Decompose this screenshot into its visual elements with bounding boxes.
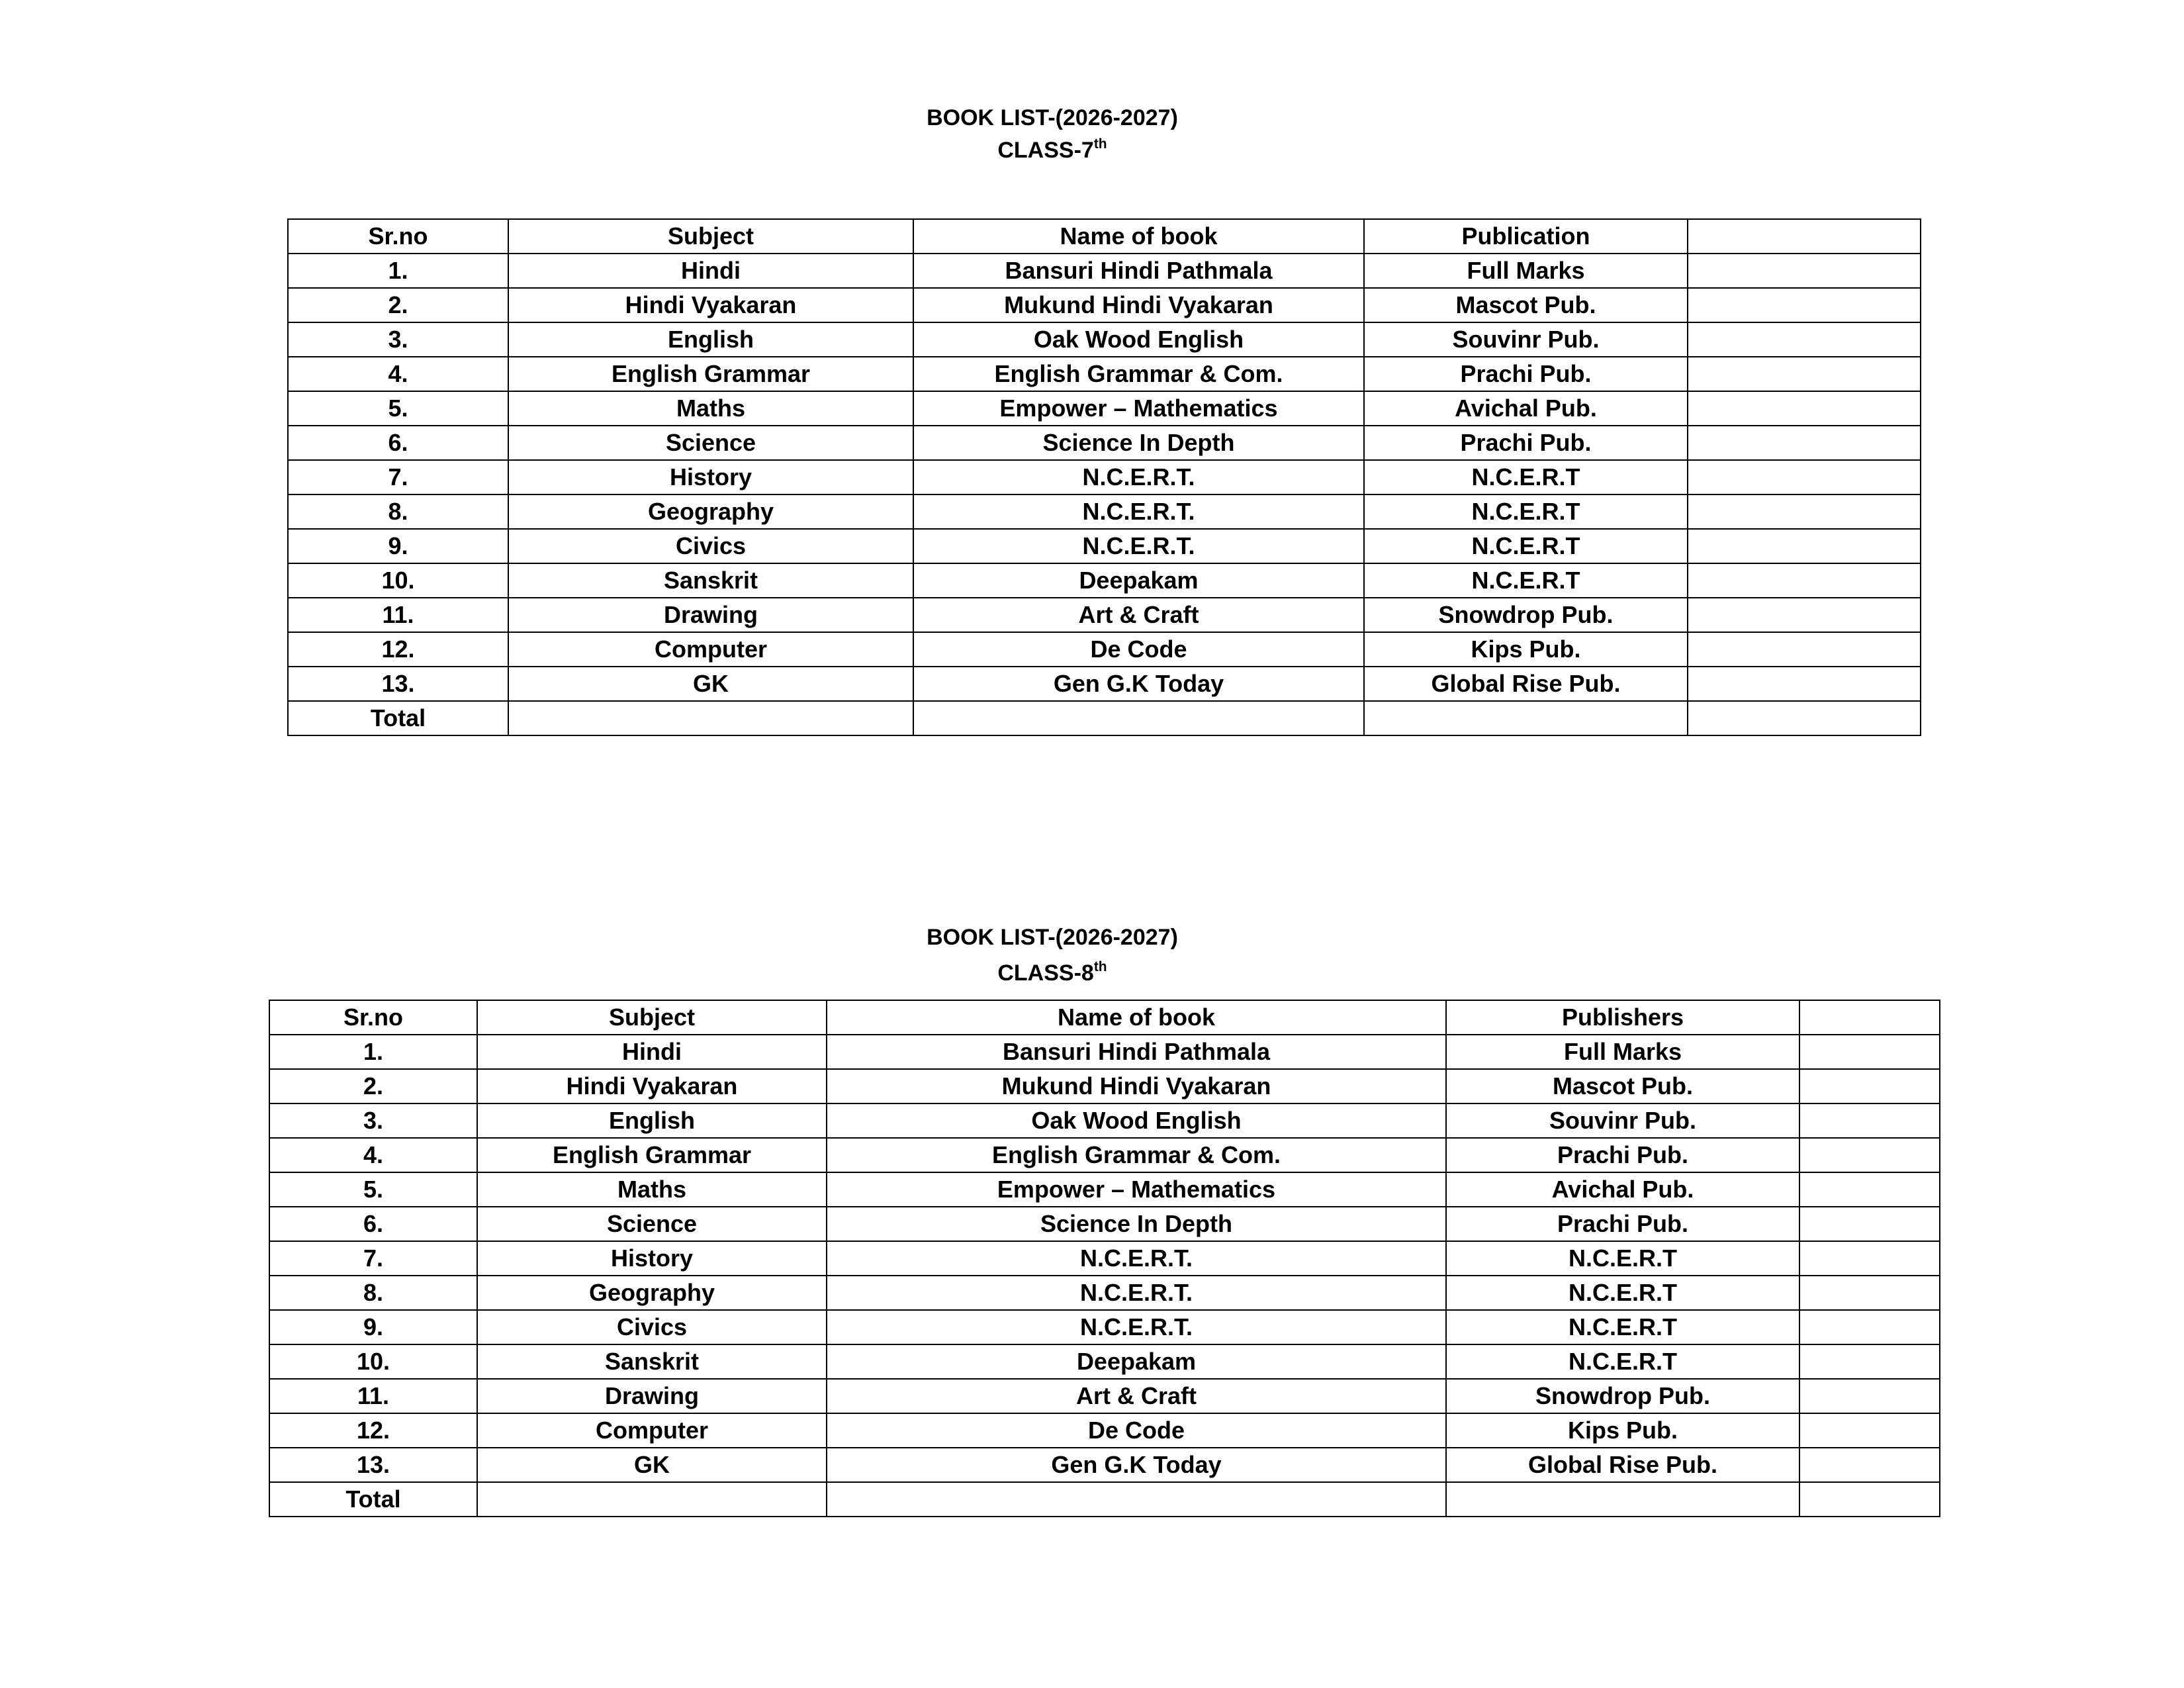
cell-book-name: English Grammar & Com. (913, 357, 1364, 391)
cell-book-name: N.C.E.R.T. (913, 529, 1364, 563)
table-row (269, 1172, 1940, 1207)
table-row (288, 667, 1921, 701)
list-title: BOOK LIST-(2026-2027) (927, 105, 1178, 130)
class-heading (0, 137, 2105, 164)
cell-subject: Civics (477, 1310, 827, 1344)
cell-subject: English (508, 322, 913, 357)
cell-book-name: Mukund Hindi Vyakaran (827, 1069, 1446, 1103)
column-header-book-name: Name of book (913, 219, 1364, 254)
book-table (269, 1000, 1940, 1517)
cell-sr-no: 7. (269, 1241, 477, 1276)
cell-subject: Science (508, 426, 913, 460)
cell-publication: Global Rise Pub. (1364, 667, 1688, 701)
table-header-row (269, 1000, 1940, 1035)
cell-sr-no: 4. (269, 1138, 477, 1172)
cell-extra (1688, 460, 1921, 494)
cell-sr-no: 1. (288, 254, 508, 288)
cell-publication: N.C.E.R.T (1446, 1276, 1799, 1310)
cell-subject: Drawing (508, 598, 913, 632)
cell-publication: Snowdrop Pub. (1446, 1379, 1799, 1413)
cell-extra (1799, 1344, 1940, 1379)
table-row (269, 1344, 1940, 1379)
cell-sr-no: 3. (269, 1103, 477, 1138)
table-row (269, 1138, 1940, 1172)
cell-sr-no: 12. (288, 632, 508, 667)
table-row (288, 391, 1921, 426)
table-row (288, 598, 1921, 632)
cell-publication (1364, 701, 1688, 735)
cell-publication: Full Marks (1364, 254, 1688, 288)
cell-sr-no: 12. (269, 1413, 477, 1448)
cell-extra (1688, 391, 1921, 426)
cell-extra (1799, 1172, 1940, 1207)
column-header-subject: Subject (477, 1000, 827, 1035)
cell-publication: N.C.E.R.T (1364, 460, 1688, 494)
table-row (269, 1103, 1940, 1138)
cell-extra (1799, 1035, 1940, 1069)
cell-book-name: N.C.E.R.T. (827, 1241, 1446, 1276)
cell-book-name: Bansuri Hindi Pathmala (827, 1035, 1446, 1069)
cell-extra (1799, 1103, 1940, 1138)
class-label: CLASS-7 (997, 138, 1094, 163)
cell-book-name: Science In Depth (827, 1207, 1446, 1241)
cell-book-name (913, 701, 1364, 735)
cell-book-name: Bansuri Hindi Pathmala (913, 254, 1364, 288)
cell-publication: Souvinr Pub. (1364, 322, 1688, 357)
cell-book-name: Art & Craft (827, 1379, 1446, 1413)
cell-publication: Kips Pub. (1364, 632, 1688, 667)
cell-sr-no: 11. (288, 598, 508, 632)
cell-sr-no: 10. (288, 563, 508, 598)
column-header-book-name: Name of book (827, 1000, 1446, 1035)
cell-subject: Drawing (477, 1379, 827, 1413)
total-row (269, 1482, 1940, 1517)
cell-subject: Hindi (477, 1035, 827, 1069)
table-row (269, 1241, 1940, 1276)
cell-book-name: Gen G.K Today (913, 667, 1364, 701)
column-header-publication: Publishers (1446, 1000, 1799, 1035)
cell-extra (1799, 1138, 1940, 1172)
cell-extra (1688, 494, 1921, 529)
cell-publication: Mascot Pub. (1364, 288, 1688, 322)
cell-extra (1688, 667, 1921, 701)
cell-subject: English Grammar (477, 1138, 827, 1172)
cell-subject: Computer (508, 632, 913, 667)
table-row (269, 1276, 1940, 1310)
column-header-publication: Publication (1364, 219, 1688, 254)
table-row (288, 288, 1921, 322)
cell-extra (1688, 322, 1921, 357)
cell-sr-no: 5. (288, 391, 508, 426)
cell-book-name: N.C.E.R.T. (827, 1276, 1446, 1310)
cell-sr-no: 2. (288, 288, 508, 322)
cell-sr-no: 1. (269, 1035, 477, 1069)
table-row (288, 426, 1921, 460)
cell-sr-no: 8. (288, 494, 508, 529)
cell-publication: Avichal Pub. (1364, 391, 1688, 426)
book-table (287, 218, 1921, 736)
cell-subject: Geography (508, 494, 913, 529)
cell-subject: Geography (477, 1276, 827, 1310)
column-header-sr-no: Sr.no (269, 1000, 477, 1035)
class-label: CLASS-8 (997, 961, 1094, 986)
cell-publication: Avichal Pub. (1446, 1172, 1799, 1207)
table-row (269, 1448, 1940, 1482)
cell-extra (1688, 426, 1921, 460)
cell-book-name: De Code (913, 632, 1364, 667)
cell-publication: N.C.E.R.T (1446, 1310, 1799, 1344)
cell-subject: Hindi (508, 254, 913, 288)
cell-sr-no: 6. (269, 1207, 477, 1241)
cell-sr-no: Total (288, 701, 508, 735)
cell-extra (1688, 529, 1921, 563)
cell-publication (1446, 1482, 1799, 1517)
cell-publication: Prachi Pub. (1364, 426, 1688, 460)
cell-extra (1799, 1241, 1940, 1276)
table-row (288, 322, 1921, 357)
total-row (288, 701, 1921, 735)
class-heading (0, 960, 2105, 986)
column-header-subject: Subject (508, 219, 913, 254)
cell-publication: N.C.E.R.T (1446, 1241, 1799, 1276)
cell-book-name: Deepakam (827, 1344, 1446, 1379)
cell-book-name: Deepakam (913, 563, 1364, 598)
cell-subject: GK (477, 1448, 827, 1482)
list-title: BOOK LIST-(2026-2027) (927, 925, 1178, 950)
table-row (288, 494, 1921, 529)
cell-publication: Kips Pub. (1446, 1413, 1799, 1448)
cell-extra (1799, 1069, 1940, 1103)
cell-book-name: English Grammar & Com. (827, 1138, 1446, 1172)
cell-extra (1799, 1310, 1940, 1344)
cell-sr-no: 13. (269, 1448, 477, 1482)
cell-book-name: Empower – Mathematics (827, 1172, 1446, 1207)
cell-extra (1688, 254, 1921, 288)
column-header-sr-no: Sr.no (288, 219, 508, 254)
cell-book-name: Oak Wood English (827, 1103, 1446, 1138)
cell-subject: Maths (477, 1172, 827, 1207)
table-row (288, 632, 1921, 667)
table-header-row (288, 219, 1921, 254)
class-suffix: th (1093, 136, 1107, 152)
cell-subject (477, 1482, 827, 1517)
cell-subject (508, 701, 913, 735)
table-row (288, 460, 1921, 494)
cell-sr-no: 2. (269, 1069, 477, 1103)
cell-extra (1799, 1276, 1940, 1310)
cell-extra (1688, 598, 1921, 632)
cell-sr-no: 9. (288, 529, 508, 563)
cell-subject: Sanskrit (508, 563, 913, 598)
cell-sr-no: Total (269, 1482, 477, 1517)
column-header-extra (1799, 1000, 1940, 1035)
cell-book-name: Science In Depth (913, 426, 1364, 460)
table-row (288, 254, 1921, 288)
cell-subject: Civics (508, 529, 913, 563)
cell-sr-no: 7. (288, 460, 508, 494)
cell-publication: N.C.E.R.T (1364, 494, 1688, 529)
cell-sr-no: 11. (269, 1379, 477, 1413)
cell-extra (1799, 1207, 1940, 1241)
table-row (288, 529, 1921, 563)
cell-book-name: Empower – Mathematics (913, 391, 1364, 426)
cell-sr-no: 13. (288, 667, 508, 701)
cell-subject: Hindi Vyakaran (477, 1069, 827, 1103)
cell-sr-no: 8. (269, 1276, 477, 1310)
cell-book-name: N.C.E.R.T. (827, 1310, 1446, 1344)
cell-extra (1688, 357, 1921, 391)
cell-publication: Prachi Pub. (1446, 1138, 1799, 1172)
cell-publication: Snowdrop Pub. (1364, 598, 1688, 632)
cell-publication: Souvinr Pub. (1446, 1103, 1799, 1138)
cell-extra (1799, 1379, 1940, 1413)
cell-subject: Hindi Vyakaran (508, 288, 913, 322)
cell-book-name: De Code (827, 1413, 1446, 1448)
cell-subject: Sanskrit (477, 1344, 827, 1379)
cell-sr-no: 4. (288, 357, 508, 391)
cell-publication: Global Rise Pub. (1446, 1448, 1799, 1482)
cell-subject: History (508, 460, 913, 494)
cell-sr-no: 10. (269, 1344, 477, 1379)
cell-extra (1799, 1482, 1940, 1517)
cell-publication: N.C.E.R.T (1364, 529, 1688, 563)
cell-subject: Science (477, 1207, 827, 1241)
cell-extra (1799, 1448, 1940, 1482)
table-row (269, 1310, 1940, 1344)
cell-subject: History (477, 1241, 827, 1276)
cell-publication: Full Marks (1446, 1035, 1799, 1069)
table-row (288, 563, 1921, 598)
book-list-class-7 (0, 0, 2184, 794)
cell-sr-no: 3. (288, 322, 508, 357)
table-row (269, 1069, 1940, 1103)
cell-sr-no: 6. (288, 426, 508, 460)
cell-sr-no: 5. (269, 1172, 477, 1207)
table-row (269, 1379, 1940, 1413)
table-row (269, 1035, 1940, 1069)
class-suffix: th (1093, 959, 1107, 974)
cell-extra (1688, 288, 1921, 322)
book-list-class-8 (0, 861, 2184, 1688)
cell-book-name: Mukund Hindi Vyakaran (913, 288, 1364, 322)
cell-extra (1688, 632, 1921, 667)
cell-book-name: Art & Craft (913, 598, 1364, 632)
cell-sr-no: 9. (269, 1310, 477, 1344)
cell-book-name: N.C.E.R.T. (913, 494, 1364, 529)
table-row (288, 357, 1921, 391)
column-header-extra (1688, 219, 1921, 254)
cell-book-name: Gen G.K Today (827, 1448, 1446, 1482)
cell-publication: Prachi Pub. (1364, 357, 1688, 391)
cell-subject: English Grammar (508, 357, 913, 391)
cell-publication: Prachi Pub. (1446, 1207, 1799, 1241)
cell-book-name: Oak Wood English (913, 322, 1364, 357)
cell-extra (1688, 563, 1921, 598)
cell-subject: GK (508, 667, 913, 701)
table-row (269, 1413, 1940, 1448)
cell-subject: English (477, 1103, 827, 1138)
table-row (269, 1207, 1940, 1241)
cell-book-name: N.C.E.R.T. (913, 460, 1364, 494)
cell-subject: Computer (477, 1413, 827, 1448)
cell-subject: Maths (508, 391, 913, 426)
cell-publication: N.C.E.R.T (1364, 563, 1688, 598)
cell-extra (1799, 1413, 1940, 1448)
cell-publication: N.C.E.R.T (1446, 1344, 1799, 1379)
cell-publication: Mascot Pub. (1446, 1069, 1799, 1103)
cell-extra (1688, 701, 1921, 735)
cell-book-name (827, 1482, 1446, 1517)
